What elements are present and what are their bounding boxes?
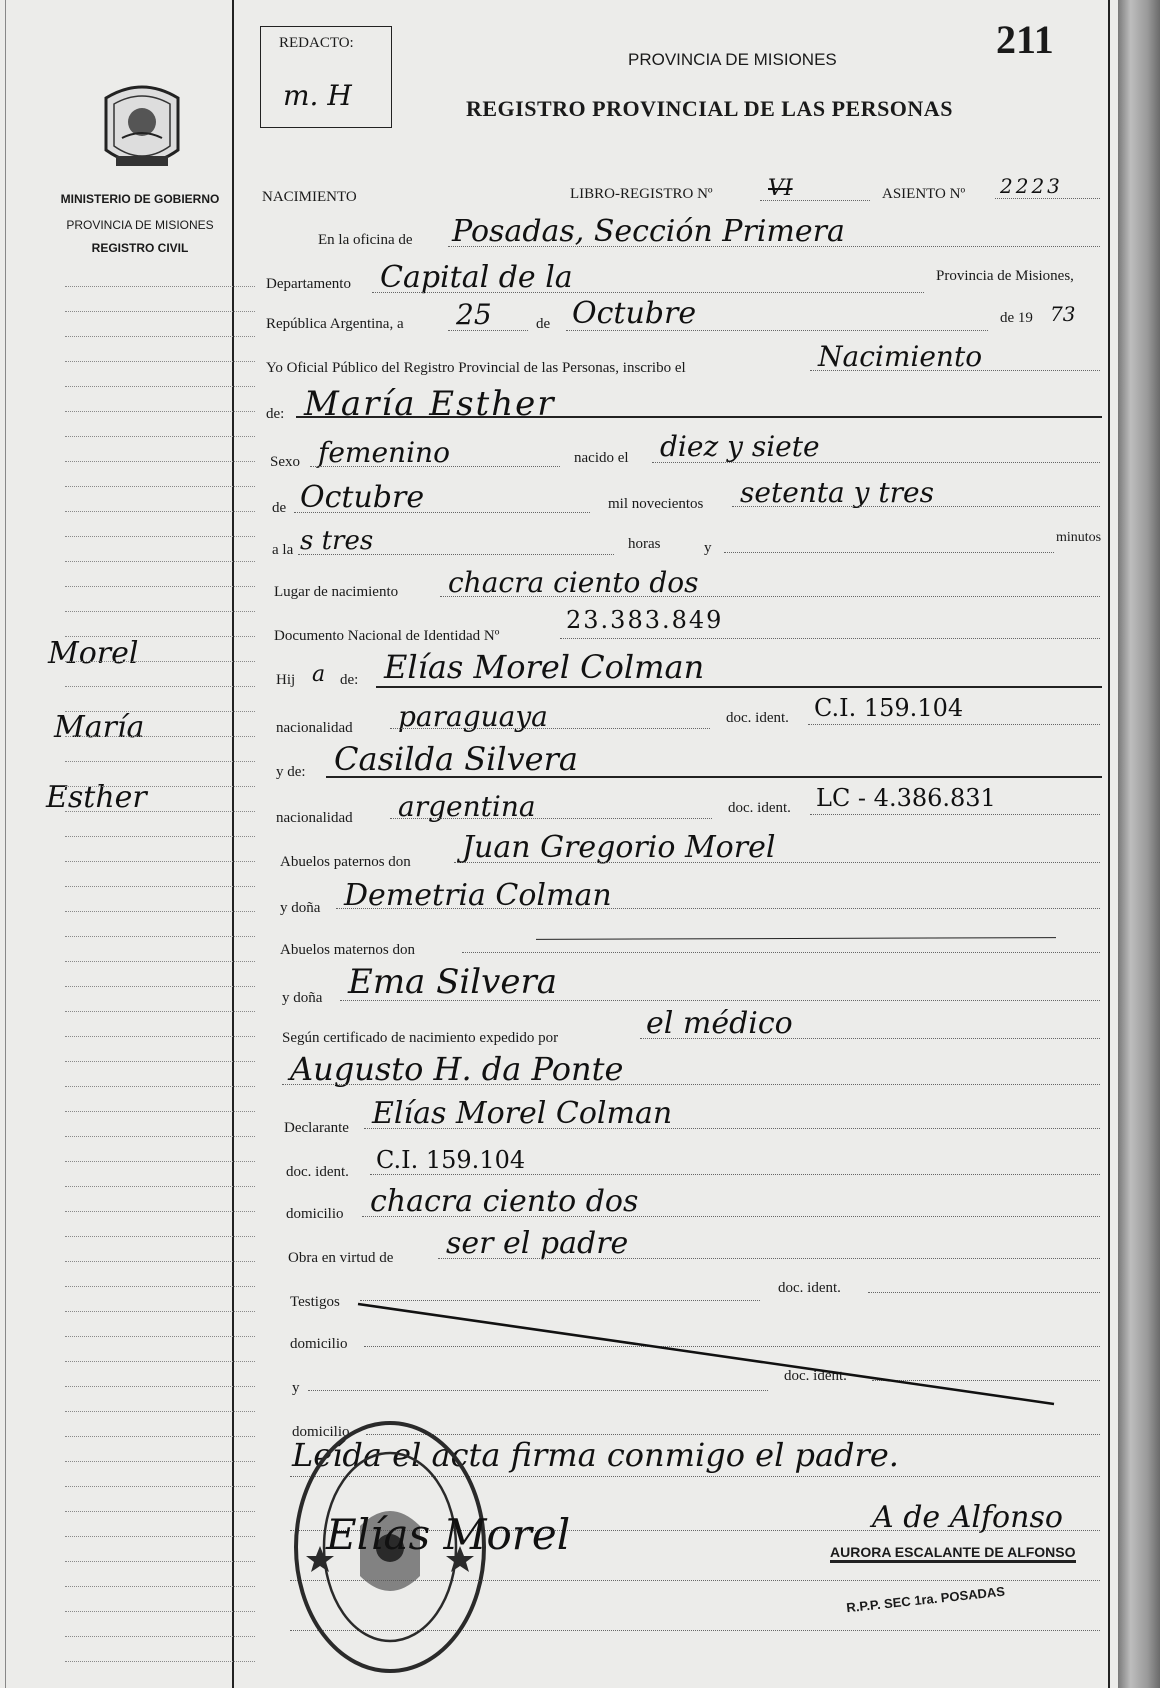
margin-ruled-line	[65, 561, 255, 562]
witness-strike-line	[350, 1300, 1062, 1410]
paternal-grandmother: Demetria Colman	[344, 878, 612, 913]
margin-ruled-line	[65, 411, 255, 412]
department-label: Departamento	[266, 276, 351, 292]
cert-value: el médico	[646, 1006, 793, 1041]
margin-ruled-line	[65, 1586, 255, 1587]
margin-ruled-line	[65, 986, 255, 987]
margin-ruled-line	[65, 1061, 255, 1062]
redacto-box	[260, 26, 392, 128]
margin-ruled-line	[65, 1536, 255, 1537]
official-stamp-name: AURORA ESCALANTE DE ALFONSO	[830, 1544, 1076, 1563]
dni-label: Documento Nacional de Identidad Nº	[274, 628, 500, 644]
father-nationality-label: nacionalidad	[276, 720, 353, 736]
margin-ruled-line	[65, 661, 255, 662]
maternal-label: Abuelos maternos don	[280, 942, 415, 958]
registration-day: 25	[456, 298, 492, 331]
mother-nationality-label: nacionalidad	[276, 810, 353, 826]
sex-label: Sexo	[270, 454, 300, 470]
sex-value: femenino	[318, 436, 450, 469]
father-signature: Elías Morel	[326, 1510, 571, 1559]
margin-ruled-line	[65, 761, 255, 762]
margin-ruled-line	[65, 586, 255, 587]
margin-ruled-line	[65, 386, 255, 387]
birth-month: Octubre	[300, 480, 425, 515]
official-value: Nacimiento	[818, 340, 983, 373]
maternal-grandfather-struck	[536, 937, 1056, 940]
right-rule	[1108, 0, 1110, 1688]
margin-ruled-line	[65, 836, 255, 837]
republic-label: República Argentina, a	[266, 316, 404, 332]
provincial-seal-icon	[96, 80, 188, 178]
province-suffix: Provincia de Misiones,	[936, 268, 1074, 284]
book-label: LIBRO-REGISTRO Nº	[570, 186, 713, 202]
born-label: nacido el	[574, 450, 629, 466]
margin-ruled-line	[65, 486, 255, 487]
registration-year: 73	[1050, 302, 1076, 326]
redacto-initials: m. H	[283, 79, 352, 112]
margin-ruled-line	[65, 1136, 255, 1137]
maternal-dona-label: y doña	[282, 990, 323, 1006]
capacity-label: Obra en virtud de	[288, 1250, 394, 1266]
capacity-value: ser el padre	[446, 1226, 629, 1261]
margin-ruled-line	[65, 1611, 255, 1612]
child-suffix: a	[312, 662, 326, 687]
margin-ruled-line	[65, 511, 255, 512]
margin-ruled-line	[65, 611, 255, 612]
declarant-name: Elías Morel Colman	[372, 1096, 673, 1131]
child-name: María Esther	[304, 384, 556, 424]
margin-ruled-line	[65, 1161, 255, 1162]
margin-ruled-line	[65, 636, 255, 637]
margin-ruled-line	[65, 1186, 255, 1187]
minutes-label: minutos	[1056, 530, 1102, 545]
margin-ruled-line	[65, 1661, 255, 1662]
declarant-address: chacra ciento dos	[370, 1184, 639, 1219]
margin-ruled-line	[65, 361, 255, 362]
margin-ruled-line	[65, 311, 255, 312]
birth-place: chacra ciento dos	[448, 566, 699, 599]
margin-ruled-line	[65, 1036, 255, 1037]
witness-address2-label: domicilio	[292, 1424, 350, 1440]
margin-ruled-line	[65, 1636, 255, 1637]
margin-ruled-line	[65, 1336, 255, 1337]
department-value: Capital de la	[380, 260, 573, 295]
margin-ruled-line	[65, 736, 255, 737]
paternal-label: Abuelos paternos don	[280, 854, 411, 870]
margin-ruled-line	[65, 1236, 255, 1237]
witness-and-label: y	[292, 1380, 300, 1396]
record-type: NACIMIENTO	[262, 189, 357, 205]
office-label: En la oficina de	[318, 232, 413, 248]
margin-ruled-line	[65, 1086, 255, 1087]
hours-and-label: y	[704, 540, 712, 556]
year-label: de 19	[1000, 310, 1033, 326]
place-label: Lugar de nacimiento	[274, 584, 399, 600]
margin-ruled-line	[65, 336, 255, 337]
office-value: Posadas, Sección Primera	[452, 214, 845, 249]
witness-doc-label: doc. ident.	[778, 1280, 841, 1296]
official-signature: A de Alfonso	[872, 1500, 1063, 1535]
witness-label: Testigos	[290, 1294, 340, 1310]
book-number: VI	[768, 176, 793, 201]
closing-text: Leída el acta firma conmigo el padre.	[292, 1436, 899, 1474]
margin-ruled-line	[65, 1211, 255, 1212]
child-de-label: de:	[340, 672, 359, 688]
dni-value: 23.383.849	[566, 606, 724, 634]
ministry-label: MINISTERIO DE GOBIERNO	[60, 192, 220, 206]
margin-second-name: Esther	[46, 780, 147, 815]
margin-ruled-line	[65, 936, 255, 937]
declarant-doc: C.I. 159.104	[376, 1146, 526, 1174]
margin-ruled-line	[65, 1411, 255, 1412]
margin-ruled-line	[65, 1386, 255, 1387]
margin-ruled-line	[65, 1311, 255, 1312]
margin-ruled-line	[65, 286, 255, 287]
margin-ruled-line	[65, 1461, 255, 1462]
margin-ruled-line	[65, 786, 255, 787]
margin-ruled-line	[65, 536, 255, 537]
name-de-label: de:	[266, 406, 285, 422]
birth-month-label: de	[272, 500, 287, 516]
margin-first-name: María	[54, 710, 145, 745]
margin-ruled-line	[65, 1261, 255, 1262]
mother-doc: LC - 4.386.831	[816, 784, 996, 812]
father-nationality: paraguaya	[398, 700, 548, 733]
margin-province-label: PROVINCIA DE MISIONES	[66, 218, 214, 232]
margin-ruled-line	[65, 1511, 255, 1512]
born-day: diez y siete	[660, 430, 820, 463]
mother-doc-label: doc. ident.	[728, 800, 791, 816]
mother-de-label: y de:	[276, 764, 306, 780]
margin-ruled-line	[65, 1286, 255, 1287]
margin-ruled-line	[65, 686, 255, 687]
father-doc: C.I. 159.104	[814, 694, 964, 722]
child-label: Hij	[276, 672, 296, 688]
registry-label: REGISTRO CIVIL	[91, 241, 189, 255]
page-number: 211	[996, 17, 1054, 62]
entry-label: ASIENTO Nº	[882, 186, 966, 202]
declarant-doc-label: doc. ident.	[286, 1164, 349, 1180]
margin-ruled-line	[65, 961, 255, 962]
father-doc-label: doc. ident.	[726, 710, 789, 726]
date-de-label: de	[536, 316, 551, 332]
hour-at-label: a la	[272, 542, 294, 558]
margin-surname: Morel	[48, 636, 139, 671]
redacto-label: REDACTO:	[279, 35, 354, 51]
paternal-dona-label: y doña	[280, 900, 321, 916]
father-name: Elías Morel Colman	[384, 648, 705, 686]
registration-month: Octubre	[572, 296, 697, 331]
entry-number: 2223	[1000, 174, 1063, 198]
margin-ruled-line	[65, 436, 255, 437]
margin-ruled-line	[65, 886, 255, 887]
birth-year-words: setenta y tres	[740, 476, 934, 509]
cert-label: Según certificado de nacimiento expedido por	[282, 1030, 559, 1046]
hour-value: s tres	[300, 526, 374, 556]
witness-doc2-label: doc. ident.	[784, 1368, 847, 1384]
mother-name: Casilda Silvera	[334, 740, 578, 778]
margin-ruled-line	[65, 461, 255, 462]
margin-ruled-line	[65, 1361, 255, 1362]
declarant-address-label: domicilio	[286, 1206, 344, 1222]
thousand-label: mil novecientos	[608, 496, 704, 512]
margin-ruled-line	[65, 1011, 255, 1012]
hours-label: horas	[628, 536, 661, 552]
header-title: REGISTRO PROVINCIAL DE LAS PERSONAS	[466, 96, 953, 121]
maternal-grandmother: Ema Silvera	[348, 962, 558, 1002]
margin-ruled-line	[65, 1486, 255, 1487]
official-text: Yo Oficial Público del Registro Provincial de las Personas, inscribo el	[266, 360, 686, 376]
margin-column	[0, 0, 250, 1688]
cert-doctor: Augusto H. da Ponte	[290, 1050, 624, 1088]
official-stamp-role: R.P.P. SEC 1ra. POSADAS	[845, 1583, 1006, 1616]
witness-address-label: domicilio	[290, 1336, 348, 1352]
declarant-label: Declarante	[284, 1120, 349, 1136]
book-edge	[1118, 0, 1160, 1688]
mother-nationality: argentina	[398, 790, 536, 823]
margin-ruled-line	[65, 1436, 255, 1437]
margin-ruled-line	[65, 861, 255, 862]
margin-ruled-line	[65, 711, 255, 712]
margin-ruled-line	[65, 1561, 255, 1562]
margin-ruled-line	[65, 911, 255, 912]
margin-ruled-line	[65, 1111, 255, 1112]
margin-ruled-line	[65, 811, 255, 812]
header-province: PROVINCIA DE MISIONES	[628, 50, 837, 69]
paternal-grandfather: Juan Gregorio Morel	[462, 830, 776, 865]
